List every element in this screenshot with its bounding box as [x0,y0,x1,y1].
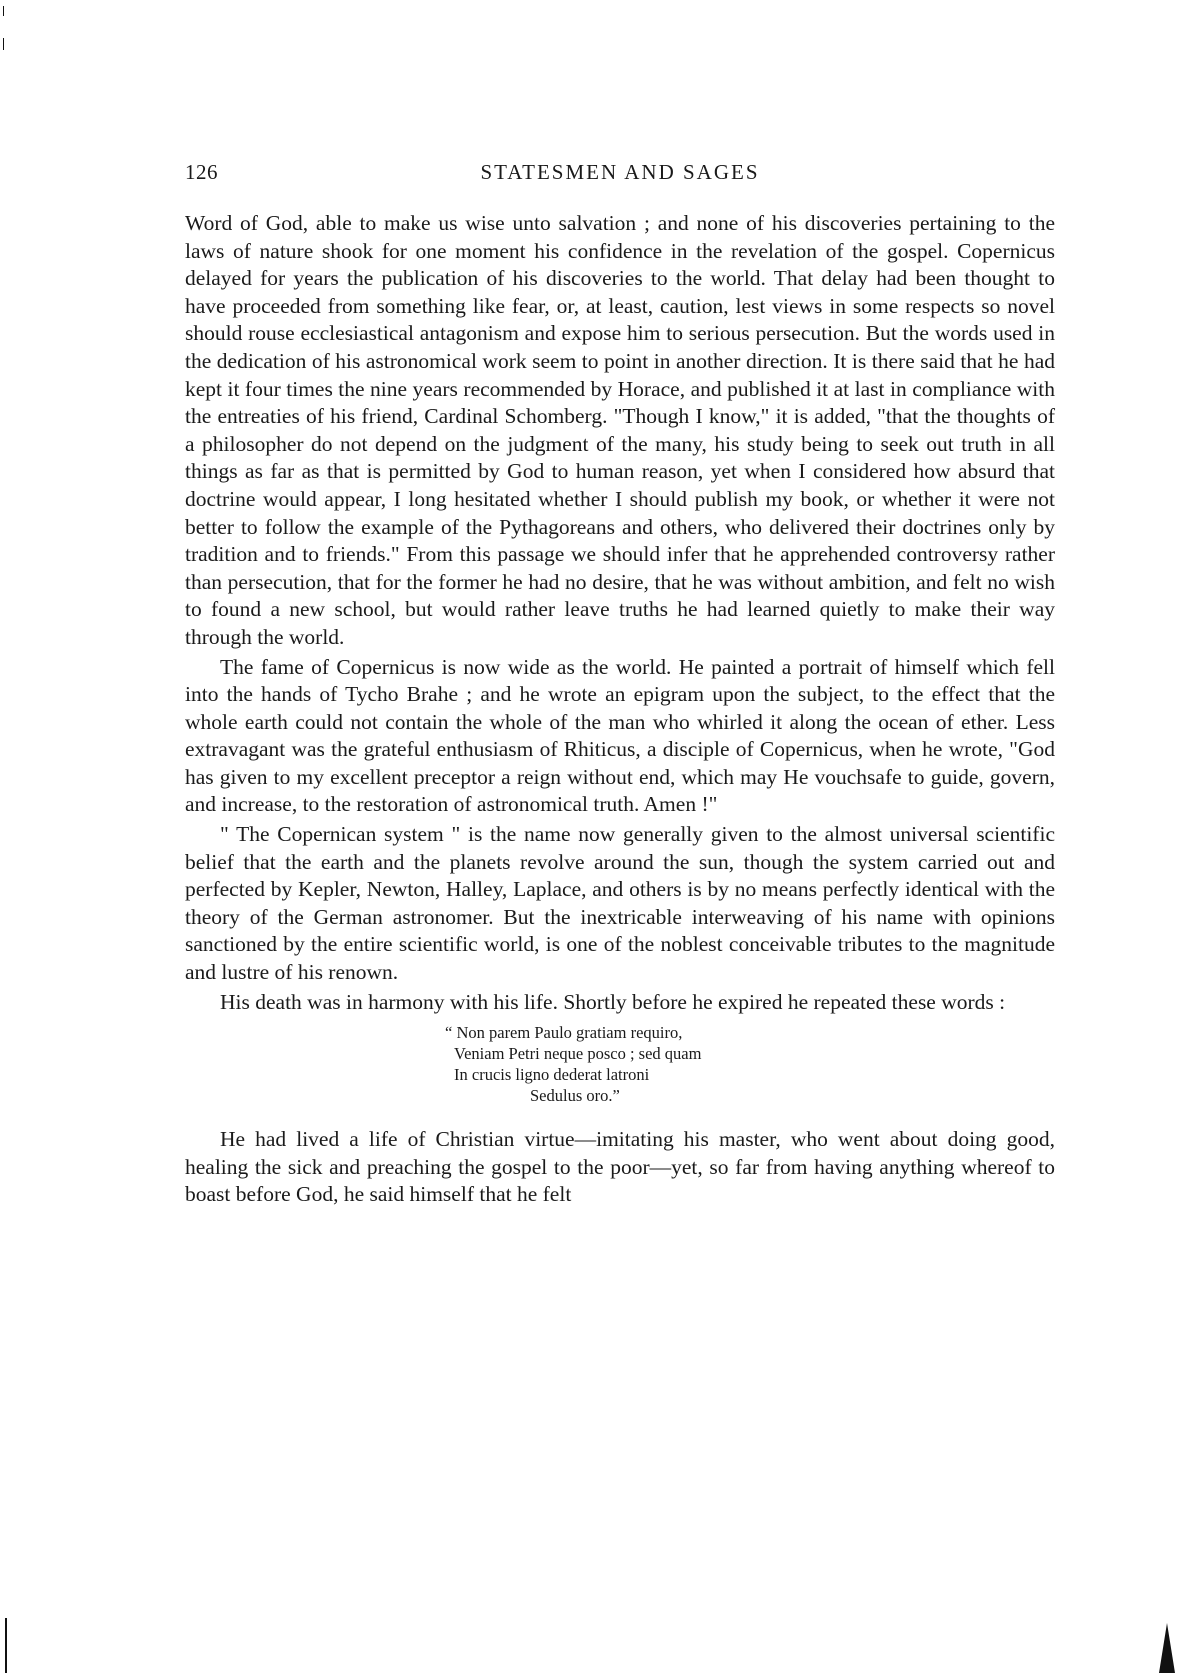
verse-line: Veniam Petri neque posco ; sed quam [454,1044,702,1064]
page-header [185,160,1055,190]
paragraph: His death was in harmony with his life. Shortly before he expired he repeated these words : [220,989,1006,1014]
verse-line: “ Non parem Paulo gratiam requiro, [445,1023,683,1043]
scan-margin-mark [1159,1623,1175,1673]
paragraph: The fame of Copernicus is now wide as the world. He painted a portrait of himself which fell into the hands of Tycho Brahe ; and he wrote an epigram upon the subject, to the effect that the whole earth could not contain the whole of the man who whirled it along the ocean of ether. Less extravagant was the grateful enthusiasm of Rhiticus, a disciple of Copernicus, when he wrote, "God has given to my excellent preceptor a reign without end, which may He vouchsafe to guide, govern, and increase, to the restoration of astronomical truth. Amen !" [185,654,1055,817]
scan-margin-mark [5,1618,7,1673]
paragraph: He had lived a life of Christian virtue—imitating his master, who went about doing good, healing the sick and preaching the gospel to the poor—yet, so far from having anything whereof to boast before God, he said himself that he felt [185,1127,1055,1207]
scan-margin-mark [3,38,4,50]
verse-line: In crucis ligno dederat latroni [454,1065,650,1085]
latin-verse-quotation [445,1022,1055,1106]
page-number: 126 [185,160,218,184]
scan-margin-mark [3,6,4,16]
verse-line: Sedulus oro.” [530,1086,620,1106]
body-text [185,210,1055,1209]
paragraph: " The Copernican system " is the name now generally given to the almost universal scientific belief that the earth and the planets revolve around the sun, though the system carried out and perfected by Kepler, Newton, Halley, Laplace, and others is by no means perfectly identical with the theory of the German astronomer. But the inextricable interweaving of his name with opinions sanctioned by the entire scientific world, is one of the noblest conceivable tributes to the magnitude and lustre of his renown. [185,822,1055,985]
running-title: STATESMEN AND SAGES [480,160,760,184]
paragraph: Word of God, able to make us wise unto salvation ; and none of his discoveries pertaining to the laws of nature shook for one moment his confidence in the revelation of the gospel. Copernicus delayed for years the publication of his discoveries to the world. That delay had been thought to have proceeded from something like fear, or, at least, caution, lest views in some respects so novel should rouse ecclesiastical antagonism and expose him to serious persecution. But the words used in the dedication of his astronomical work seem to point in another direction. It is there said that he had kept it four times the nine years recommended by Horace, and published it at last in compliance with the entreaties of his friend, Cardinal Schomberg. "Though I know," it is added, "that the thoughts of a philosopher do not depend on the judgment of the many, his study being to seek out truth in all things as far as that is permitted by God to human reason, yet when I considered how absurd that doctrine would appear, I long hesitated whether I should publish my book, or whether it were not better to follow the example of the Pythagoreans and others, who delivered their doctrines only by tradition and to friends." From this passage we should infer that he apprehended controversy rather than persecution, that for the former he had no desire, that he was without ambition, and felt no wish to found a new school, but would rather leave truths he had learned quietly to make their way through the world. [185,211,1055,649]
